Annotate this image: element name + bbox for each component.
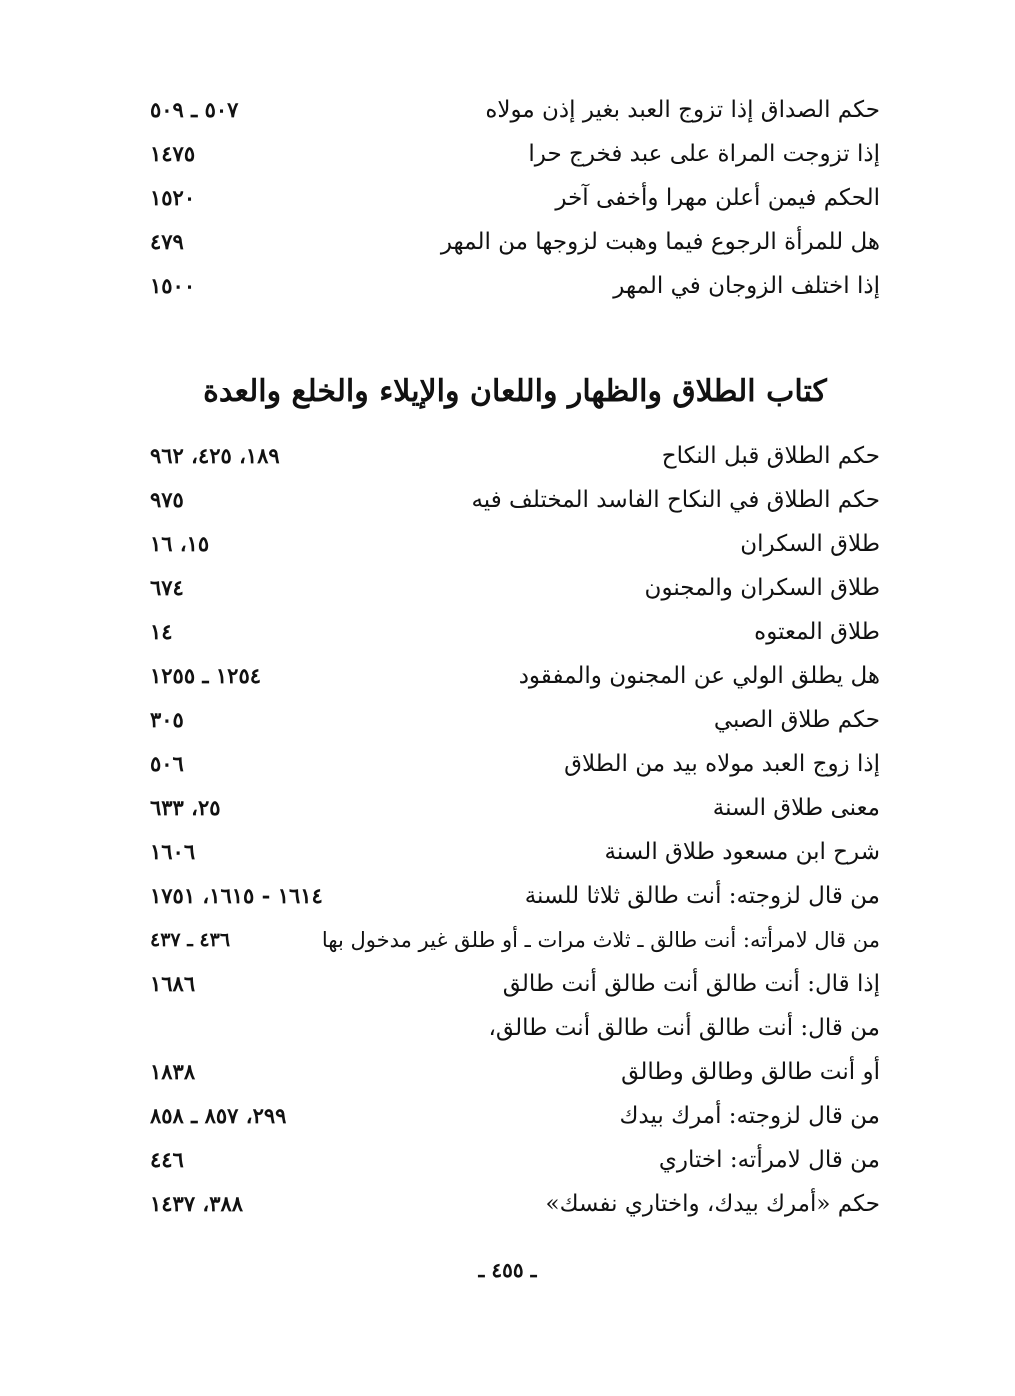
entry-pages: ١٥٢٠ (150, 185, 196, 210)
index-entry (150, 1094, 880, 1138)
entry-pages: ١٦١٤ - ١٦١٥، ١٧٥١ (150, 883, 323, 908)
entry-topic: حكم الطلاق في النكاح الفاسد المختلف فيه (471, 487, 880, 513)
entry-pages: ١٦٨٦ (150, 971, 196, 996)
entry-pages: ٦٧٤ (150, 575, 184, 600)
index-entry (150, 610, 880, 654)
entry-pages: ١٤ (150, 619, 173, 644)
entry-pages: ٢٥، ٦٣٣ (150, 795, 221, 820)
entry-pages: ٣٠٥ (150, 707, 184, 732)
entry-pages: ١٥٠٠ (150, 273, 196, 298)
section1-index-list (150, 88, 880, 308)
index-entry (150, 962, 880, 1006)
entry-pages: ٣٨٨، ١٤٣٧ (150, 1191, 244, 1216)
index-entry (150, 88, 880, 132)
index-entry (150, 522, 880, 566)
entry-pages: ١٨٣٨ (150, 1059, 196, 1084)
entry-topic: حكم «أمرك بيدك، واختاري نفسك» (545, 1191, 880, 1217)
entry-pages: ٢٩٩، ٨٥٧ ـ ٨٥٨ (150, 1103, 287, 1128)
entry-pages: ١٥، ١٦ (150, 531, 210, 556)
entry-topic: طلاق المعتوه (754, 619, 880, 645)
index-entry (150, 654, 880, 698)
entry-topic: أو أنت طالق وطالق وطالق (621, 1059, 880, 1085)
section2-index-list (150, 434, 880, 1226)
entry-topic: حكم الصداق إذا تزوج العبد بغير إذن مولاه (485, 97, 880, 123)
index-entry (150, 1182, 880, 1226)
entry-topic: من قال لزوجته: أمرك بيدك (619, 1103, 880, 1129)
section-heading: كتاب الطلاق والظهار واللعان والإيلاء والخلع والعدة (203, 373, 827, 409)
entry-pages: ١٦٠٦ (150, 839, 196, 864)
index-entry (150, 830, 880, 874)
entry-pages: ٥٠٧ ـ ٥٠٩ (150, 97, 239, 122)
index-entry (150, 478, 880, 522)
index-entry (150, 874, 880, 918)
index-entry (150, 698, 880, 742)
index-entry (150, 176, 880, 220)
entry-topic: من قال: أنت طالق أنت طالق أنت طالق، (488, 1015, 880, 1041)
entry-topic: معنى طلاق السنة (712, 795, 880, 821)
entry-topic: طلاق السكران والمجنون (644, 575, 880, 601)
entry-pages: ١٨٩، ٤٢٥، ٩٦٢ (150, 443, 280, 468)
entry-pages: ٤٤٦ (150, 1147, 184, 1172)
entry-pages: ١٤٧٥ (150, 141, 196, 166)
page-number: ـ ٤٥٥ ـ (478, 1258, 537, 1282)
index-entry (150, 786, 880, 830)
entry-topic: من قال لامرأته: اختاري (658, 1147, 880, 1173)
entry-topic: حكم الطلاق قبل النكاح (661, 443, 880, 469)
entry-topic: هل للمرأة الرجوع فيما وهبت لزوجها من المهر (440, 229, 880, 255)
entry-topic: إذا قال: أنت طالق أنت طالق أنت طالق (502, 971, 880, 997)
entry-topic: هل يطلق الولي عن المجنون والمفقود (518, 663, 880, 689)
index-entry (150, 132, 880, 176)
index-entry (150, 264, 880, 308)
entry-pages: ٤٧٩ (150, 229, 184, 254)
entry-pages: ٩٧٥ (150, 487, 184, 512)
entry-topic: حكم طلاق الصبي (713, 707, 880, 733)
entry-topic: إذا اختلف الزوجان في المهر (613, 273, 880, 299)
index-entry (150, 918, 880, 962)
entry-topic: شرح ابن مسعود طلاق السنة (604, 839, 880, 865)
index-entry (150, 1006, 880, 1050)
entry-topic: طلاق السكران (740, 531, 880, 557)
index-entry (150, 566, 880, 610)
index-entry (150, 742, 880, 786)
index-entry (150, 1138, 880, 1182)
entry-topic: الحكم فيمن أعلن مهرا وأخفى آخر (555, 185, 880, 211)
index-entry (150, 220, 880, 264)
entry-pages: ٥٠٦ (150, 751, 184, 776)
entry-pages: ١٢٥٤ ـ ١٢٥٥ (150, 663, 262, 688)
entry-pages: ٤٣٦ ـ ٤٣٧ (150, 929, 231, 951)
index-entry (150, 1050, 880, 1094)
entry-topic: إذا زوج العبد مولاه بيد من الطلاق (564, 751, 880, 777)
entry-topic: من قال لامرأته: أنت طالق ـ ثلاث مرات ـ أو طلق غير مدخول بها (321, 928, 880, 952)
index-entry (150, 434, 880, 478)
entry-topic: من قال لزوجته: أنت طالق ثلاثا للسنة (524, 883, 880, 909)
entry-topic: إذا تزوجت المراة على عبد فخرج حرا (528, 141, 880, 167)
